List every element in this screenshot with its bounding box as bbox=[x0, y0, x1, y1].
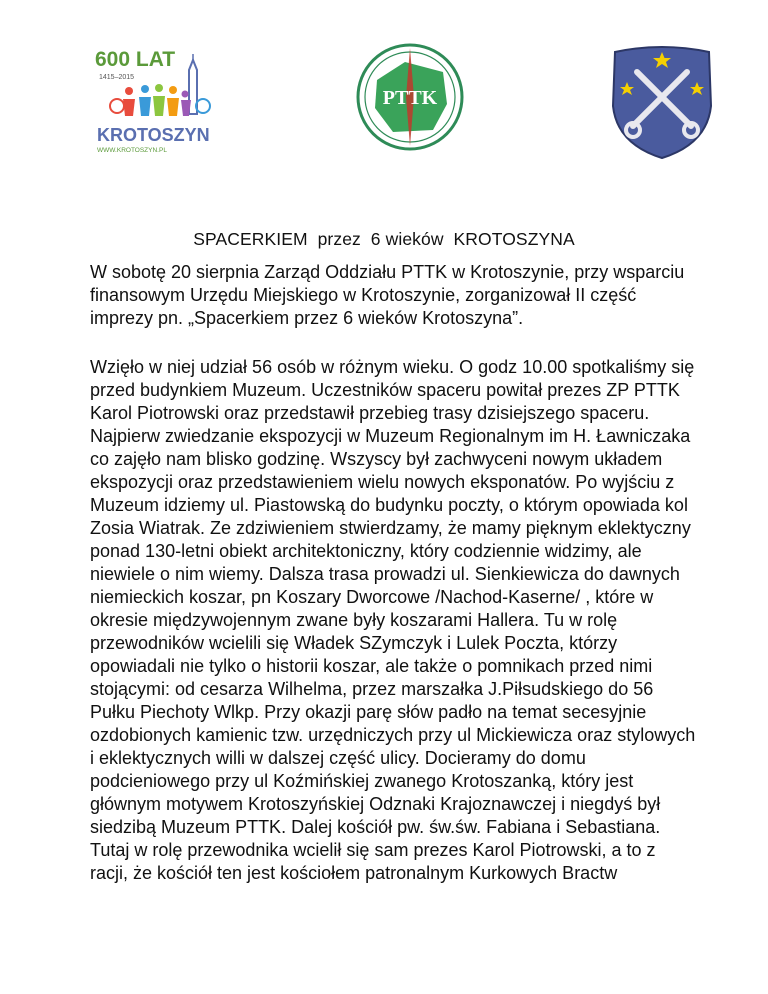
text-line: przewodników wcielili się Władek SZymczyk i Lulek Poczta, którzy bbox=[90, 633, 618, 653]
text-line: niewiele o nim wiemy. Dalsza trasa prowadzi ul. Sienkiewicza do dawnych bbox=[90, 564, 680, 584]
people-figures-icon bbox=[110, 84, 210, 116]
krotoszyn-coat-of-arms bbox=[607, 44, 717, 160]
pttk-text: PTTK bbox=[382, 87, 438, 109]
text-line: ponad 130-letni obiekt architektoniczny, który codziennie widzimy, ale bbox=[90, 541, 642, 561]
text-line: W sobotę 20 sierpnia Zarząd Oddziału PTTK w Krotoszynie, przy wsparciu bbox=[90, 262, 685, 282]
text-line: siedzibą Muzeum PTTK. Dalej kościół pw. św.św. Fabiana i Sebastiana. bbox=[90, 817, 661, 837]
logo-years-text: 1415–2015 bbox=[99, 74, 135, 81]
text-line: niemieckich koszar, pn Koszary Dworcowe /Nachod-Kaserne/ , które w bbox=[90, 587, 654, 607]
logo-row bbox=[0, 40, 768, 160]
pttk-logo bbox=[355, 42, 465, 152]
text-line: Zosia Wiatrak. Ze zdziwieniem stwierdzamy, że mamy pięknym eklektyczny bbox=[90, 518, 691, 538]
text-line: ekspozycji oraz przedstawieniem wielu nowych eksponatów. Po wyjściu z bbox=[90, 472, 675, 492]
logo-krotoszyn-text: KROTOSZYN bbox=[97, 125, 210, 145]
text-line: finansowym Urzędu Miejskiego w Krotoszynie, zorganizował II część bbox=[90, 285, 637, 305]
text-line: i eklektycznych willi w dalszej część ulicy. Docieramy do domu bbox=[90, 748, 586, 768]
logo-600-lat-text: 600 LAT bbox=[95, 48, 176, 71]
text-line: ozdobionych kamienic tzw. urzędniczych przy ul Mickiewicza oraz stylowych bbox=[90, 725, 696, 745]
text-line: Tutaj w rolę przewodnika wcielił się sam prezes Karol Piotrowski, a to z bbox=[90, 840, 656, 860]
paragraph-intro bbox=[90, 261, 730, 330]
text-line: Muzeum idziemy ul. Piastowską do budynku poczty, o którym opowiada kol bbox=[90, 495, 688, 515]
text-line: Pułku Piechoty Wlkp. Przy okazji parę słów padło na temat secesyjnie bbox=[90, 702, 647, 722]
text-line: Wzięło w niej udział 56 osób w różnym wieku. O godz 10.00 spotkaliśmy się bbox=[90, 357, 695, 377]
text-line: Karol Piotrowski oraz przedstawił przebieg trasy dzisiejszego spaceru. bbox=[90, 403, 650, 423]
text-line: racji, że kościół ten jest kościołem patronalnym Kurkowych Bractw bbox=[90, 863, 618, 883]
text-line: Najpierw zwiedzanie ekspozycji w Muzeum Regionalnym im H. Ławniczaka bbox=[90, 426, 691, 446]
text-line: głównym motywem Krotoszyńskiej Odznaki Krajoznawczej i niegdyś był bbox=[90, 794, 661, 814]
article-title: SPACERKIEM przez 6 wieków KROTOSZYNA bbox=[193, 229, 575, 249]
text-line: stojącymi: od cesarza Wilhelma, przez marszałka J.Piłsudskiego do 56 bbox=[90, 679, 654, 699]
text-line: przed budynkiem Muzeum. Uczestników spaceru powitał prezes ZP PTTK bbox=[90, 380, 680, 400]
text-line: imprezy pn. „Spacerkiem przez 6 wieków Krotoszyna”. bbox=[90, 308, 524, 328]
krotoszyn-600-lat-logo bbox=[93, 44, 223, 154]
logo-url-text: WWW.KROTOSZYN.PL bbox=[97, 147, 167, 154]
text-line: podcieniowego przy ul Koźmińskiej zwanego Krotoszanką, który jest bbox=[90, 771, 634, 791]
text-line: opowiadali nie tylko o historii koszar, ale także o pomnikach przed nimi bbox=[90, 656, 653, 676]
paragraph-body bbox=[90, 356, 730, 885]
text-line: co zajęło nam blisko godzinę. Wszyscy był zachwyceni nowym układem bbox=[90, 449, 663, 469]
text-line: okresie międzywojennym zwane były koszarami Hallera. Tu w rolę bbox=[90, 610, 618, 630]
